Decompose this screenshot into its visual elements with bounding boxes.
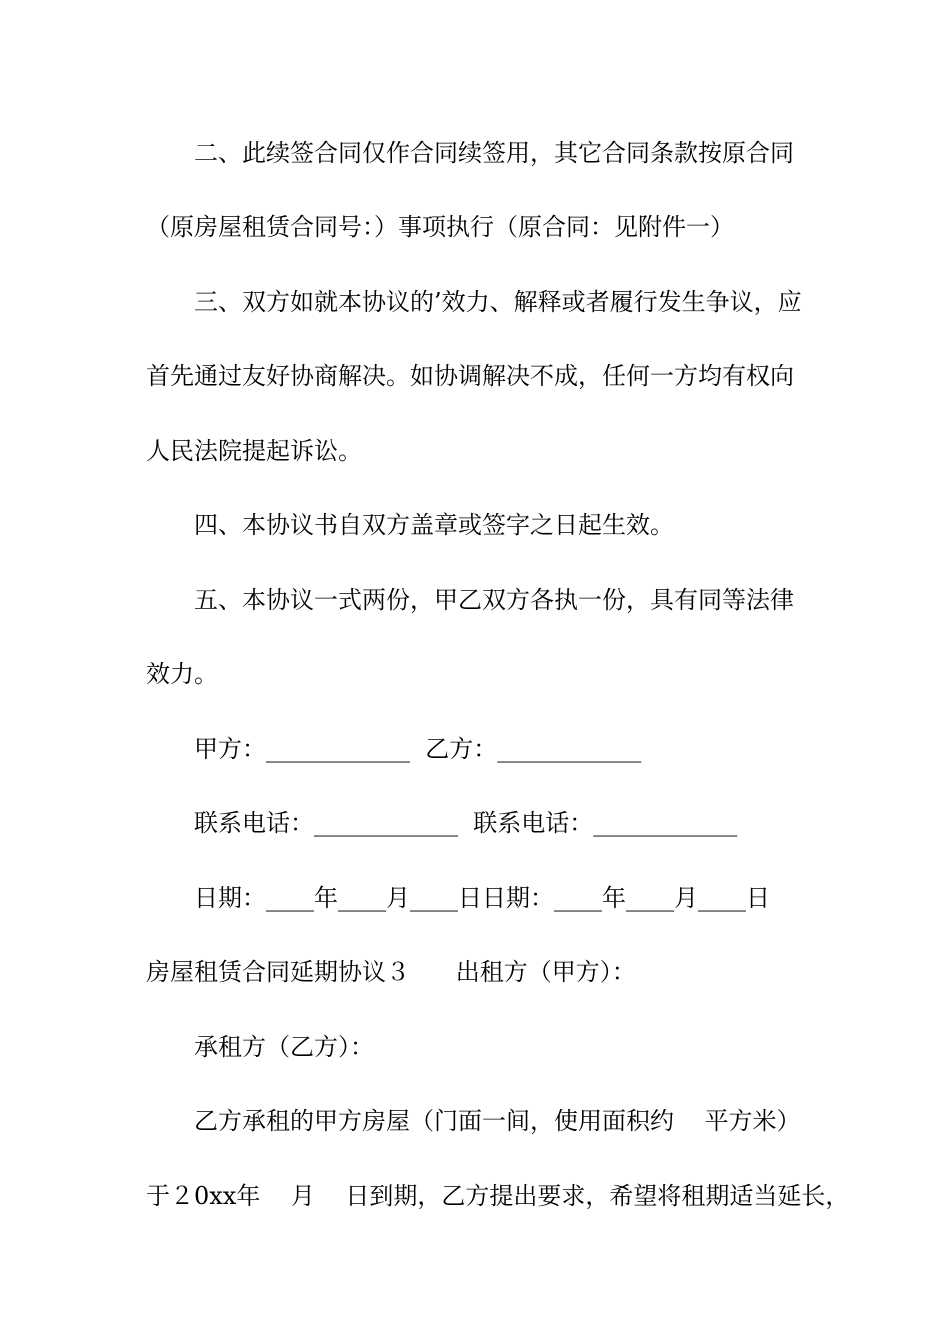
contact-phone-line: 联系电话：____________ 联系电话：____________ [194, 809, 738, 837]
agreement-three-heading: 房屋租赁合同延期协议３ 出租方（甲方）： [146, 958, 636, 986]
clause-four-line: 四、本协议书自双方盖章或签字之日起生效。 [194, 511, 674, 539]
clause-two-line-1: 二、此续签合同仅作合同续签用，其它合同条款按原合同 [194, 139, 794, 167]
clause-two-line-2: （原房屋租赁合同号：）事项执行（原合同：见附件一） [146, 213, 734, 241]
clause-three-line-2: 首先通过友好协商解决。如协调解决不成，任何一方均有权向 [146, 362, 794, 390]
party-signature-line: 甲方：____________ 乙方：____________ [194, 735, 642, 763]
clause-five-line-2: 效力。 [146, 660, 218, 688]
clause-three-line-1: 三、双方如就本协议的’效力、解释或者履行发生争议，应 [194, 288, 802, 316]
date-line: 日期：____年____月____日日期：____年____月____日 [194, 884, 770, 912]
premises-description-line-1: 乙方承租的甲方房屋（门面一间，使用面积约 平方米） [194, 1107, 801, 1135]
clause-three-line-3: 人民法院提起诉讼。 [146, 437, 362, 465]
premises-description-line-2: 于２0xx年 月 日到期，乙方提出要求，希望将租期适当延长， [146, 1182, 850, 1210]
lessee-line: 承租方（乙方）： [194, 1033, 374, 1061]
clause-five-line-1: 五、本协议一式两份，甲乙双方各执一份，具有同等法律 [194, 586, 794, 614]
